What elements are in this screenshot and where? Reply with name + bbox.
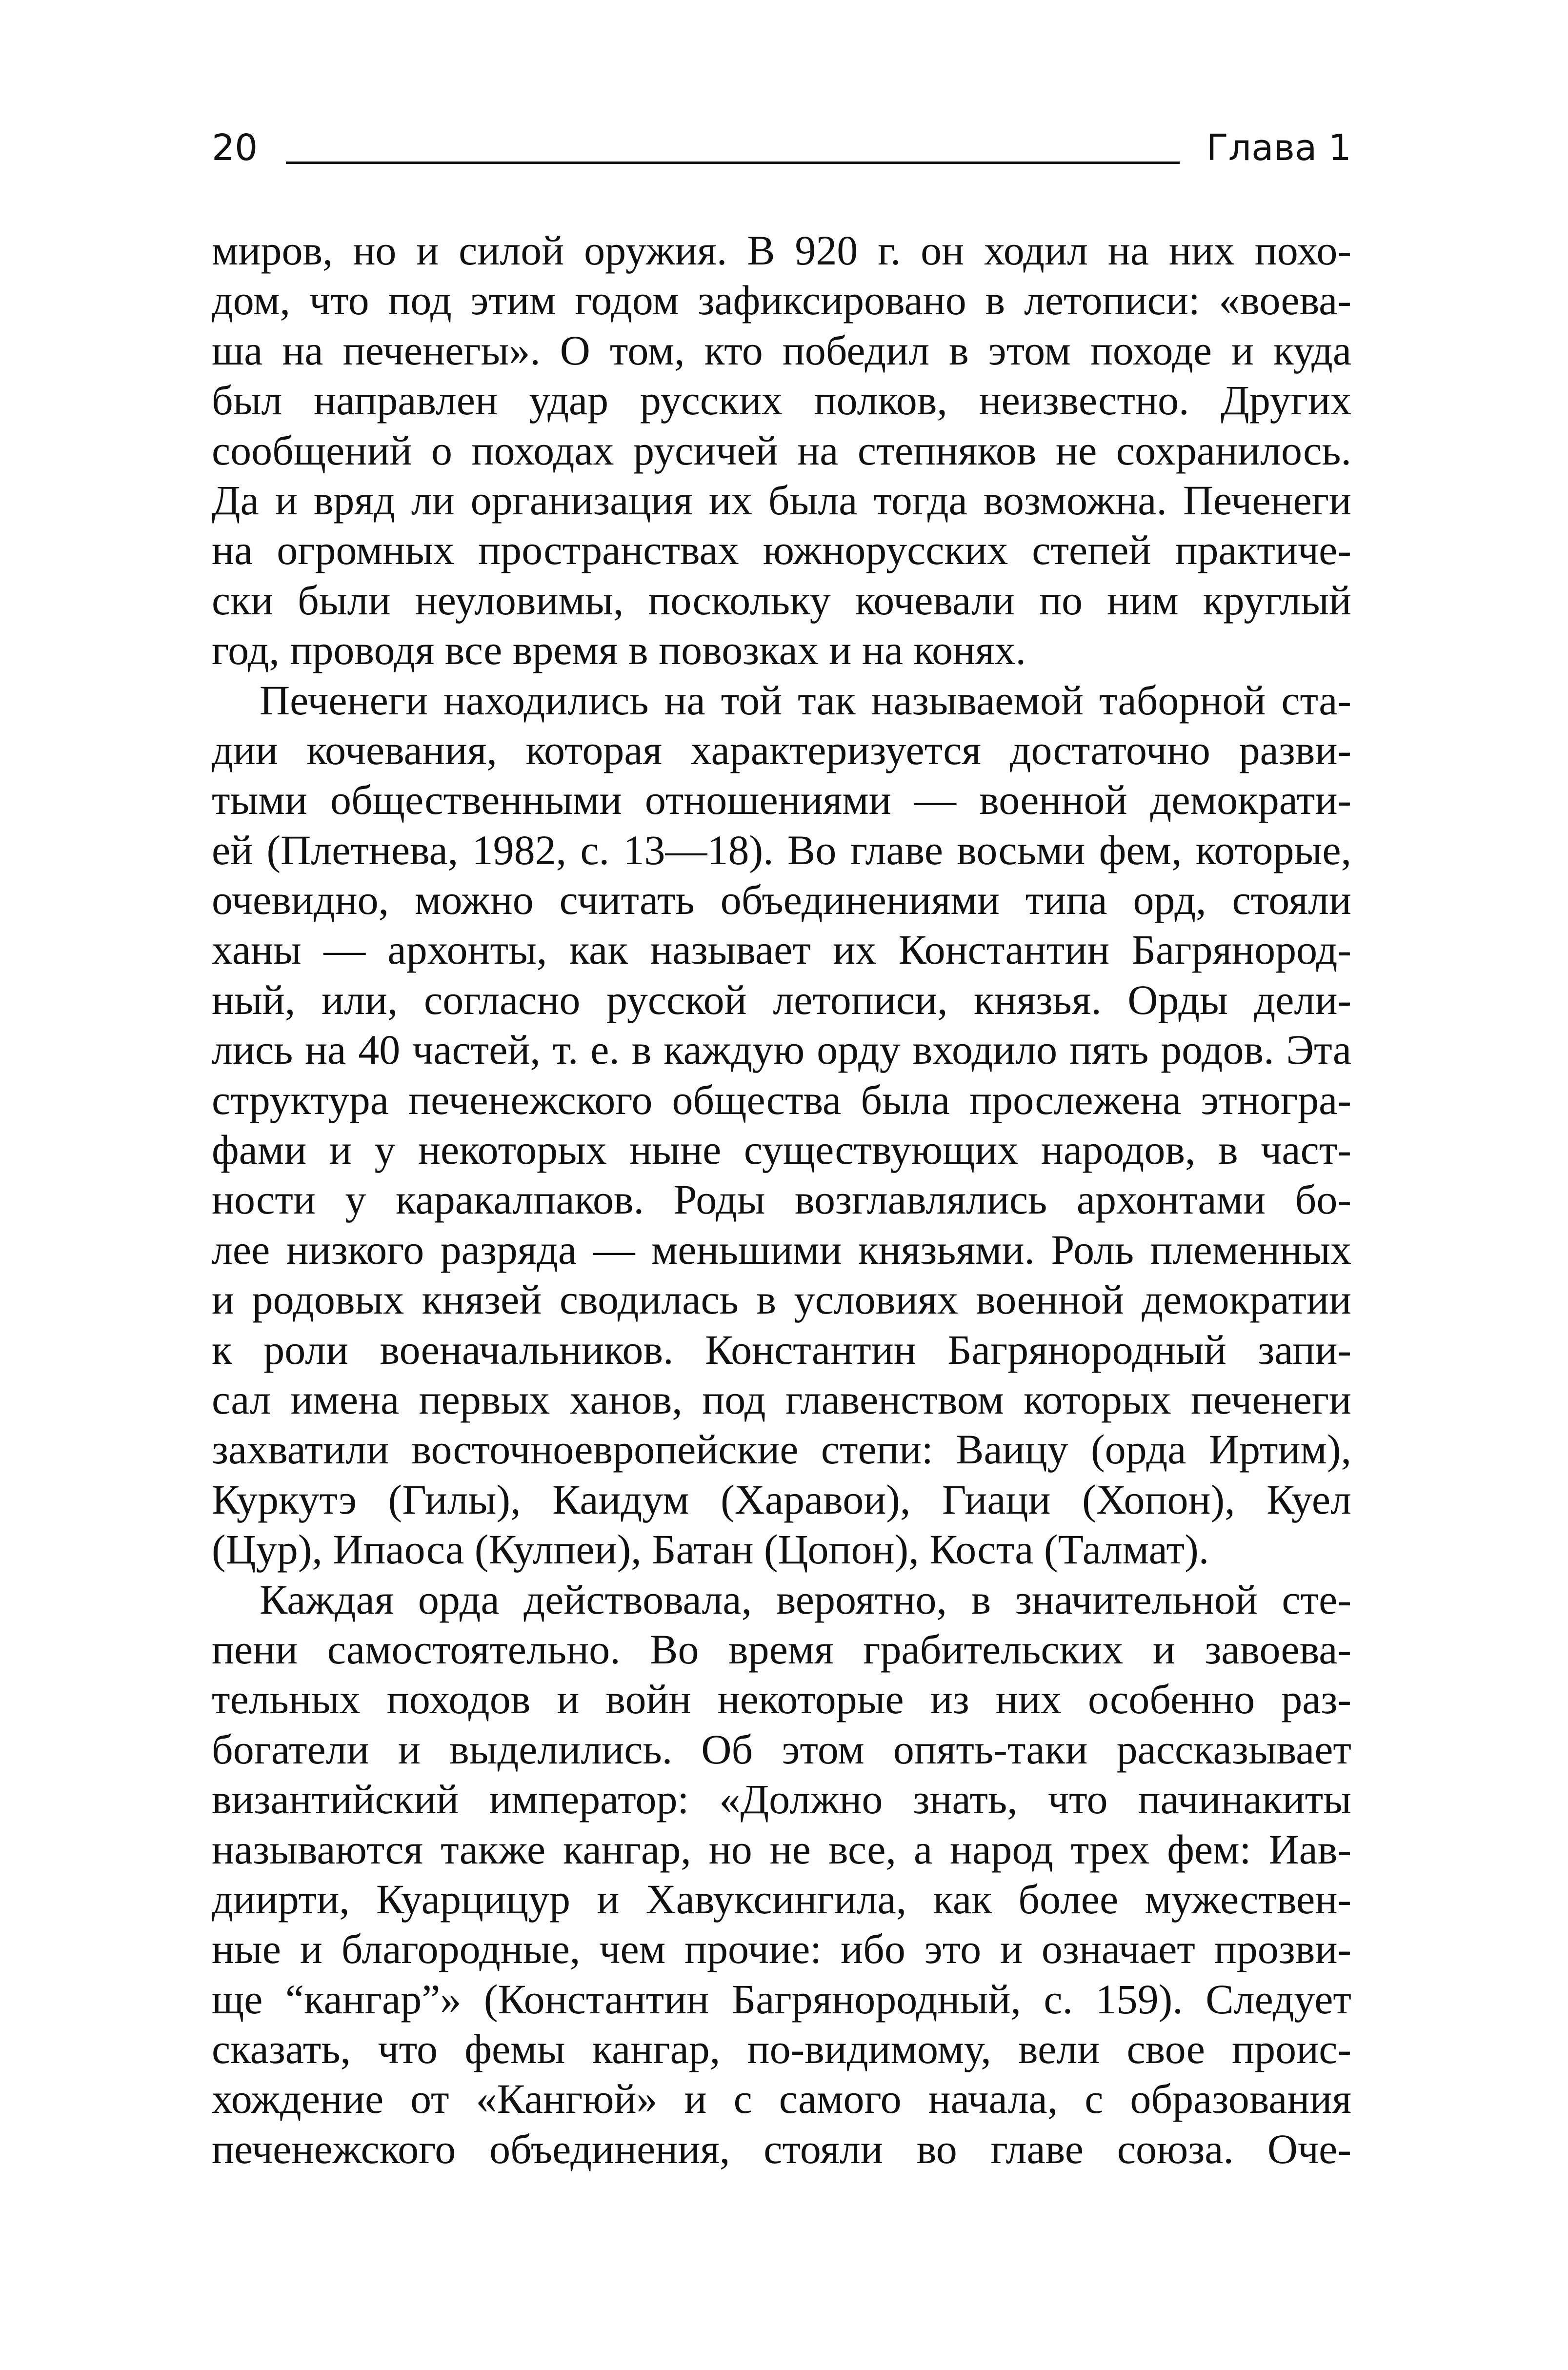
text-line: к роли военачальников. Константин Багрянородный запи- (212, 1326, 1351, 1373)
text-line: структура печенежского общества была прослежена этногра- (212, 1076, 1351, 1123)
text-line: ханы — архонты, как называет их Константин Багрянород- (212, 926, 1351, 973)
text-line: хождение от «Кангюй» и с самого начала, с образования (212, 2075, 1351, 2123)
paragraph (212, 675, 1351, 1575)
text-line: богатели и выделились. Об этом опять-таки рассказывает (212, 1725, 1351, 1773)
text-line: (Цур), Ипаоса (Кулпеи), Батан (Цопон), Коста (Талмат). (212, 1526, 1209, 1573)
text-line: сказать, что фемы кангар, по-видимому, вели свое проис- (212, 2026, 1351, 2073)
text-line: диирти, Куарцицур и Хавуксингила, как более мужествен- (212, 1875, 1351, 1923)
paragraph (212, 225, 1351, 675)
paragraph (212, 1575, 1351, 2174)
text-line: на огромных пространствах южнорусских степей практиче- (212, 527, 1351, 574)
text-line: и родовых князей сводилась в условиях военной демократии (212, 1276, 1351, 1323)
text-line: сал имена первых ханов, под главенством которых печенеги (212, 1376, 1351, 1423)
running-head (212, 124, 1351, 171)
text-line: печенежского объединения, стояли во главе союза. Оче- (212, 2125, 1351, 2172)
chapter-title: Глава 1 (1206, 127, 1351, 169)
text-line: фами и у некоторых ныне существующих народов, в част- (212, 1126, 1351, 1174)
text-line: тельных походов и войн некоторые из них особенно раз- (212, 1676, 1351, 1723)
text-line: византийский император: «Должно знать, что пачинакиты (212, 1776, 1351, 1823)
text-line: был направлен удар русских полков, неизвестно. Других (212, 377, 1351, 424)
text-line: Куркутэ (Гилы), Каидум (Харавои), Гиаци (Хопон), Куел (212, 1476, 1351, 1523)
text-line: ша на печенегы». О том, кто победил в этом походе и куда (212, 326, 1351, 374)
header-rule (286, 162, 1180, 164)
text-line: тыми общественными отношениями — военной демократи- (212, 776, 1351, 824)
text-line: сообщений о походах русичей на степняков не сохранилось. (212, 426, 1351, 474)
text-line: ности у каракалпаков. Роды возглавлялись архонтами бо- (212, 1176, 1351, 1223)
text-line: миров, но и силой оружия. В 920 г. он ходил на них похо- (212, 227, 1351, 274)
text-line: пени самостоятельно. Во время грабительских и завоева- (212, 1625, 1351, 1673)
text-line: Каждая орда действовала, вероятно, в значительной сте- (260, 1576, 1351, 1623)
text-line: лись на 40 частей, т. е. в каждую орду входило пять родов. Эта (212, 1026, 1351, 1074)
text-line: Да и вряд ли организация их была тогда возможна. Печенеги (212, 476, 1351, 524)
page-number: 20 (212, 127, 258, 169)
text-line: год, проводя все время в повозках и на конях. (212, 627, 1026, 674)
text-line: ще “кангар”» (Константин Багрянородный, с. 159). Следует (212, 1975, 1351, 2023)
text-line: ные и благородные, чем прочие: ибо это и означает прозви- (212, 1925, 1351, 1973)
text-line: захватили восточноевропейские степи: Ваицу (орда Иртим), (212, 1426, 1351, 1473)
text-line: Печенеги находились на той так называемой таборной ста- (260, 676, 1351, 724)
text-line: дии кочевания, которая характеризуется достаточно разви- (212, 726, 1351, 773)
body-text (212, 225, 1351, 2174)
text-line: называются также кангар, но не все, а народ трех фем: Иав- (212, 1825, 1351, 1873)
text-line: ный, или, согласно русской летописи, князья. Орды дели- (212, 976, 1351, 1023)
text-line: ей (Плетнева, 1982, с. 13—18). Во главе восьми фем, которые, (212, 826, 1351, 873)
text-line: очевидно, можно считать объединениями типа орд, стояли (212, 876, 1351, 924)
text-line: ски были неуловимы, поскольку кочевали по ним круглый (212, 576, 1351, 624)
text-line: лее низкого разряда — меньшими князьями. Роль племенных (212, 1226, 1351, 1273)
text-line: дом, что под этим годом зафиксировано в летописи: «воева- (212, 277, 1351, 324)
